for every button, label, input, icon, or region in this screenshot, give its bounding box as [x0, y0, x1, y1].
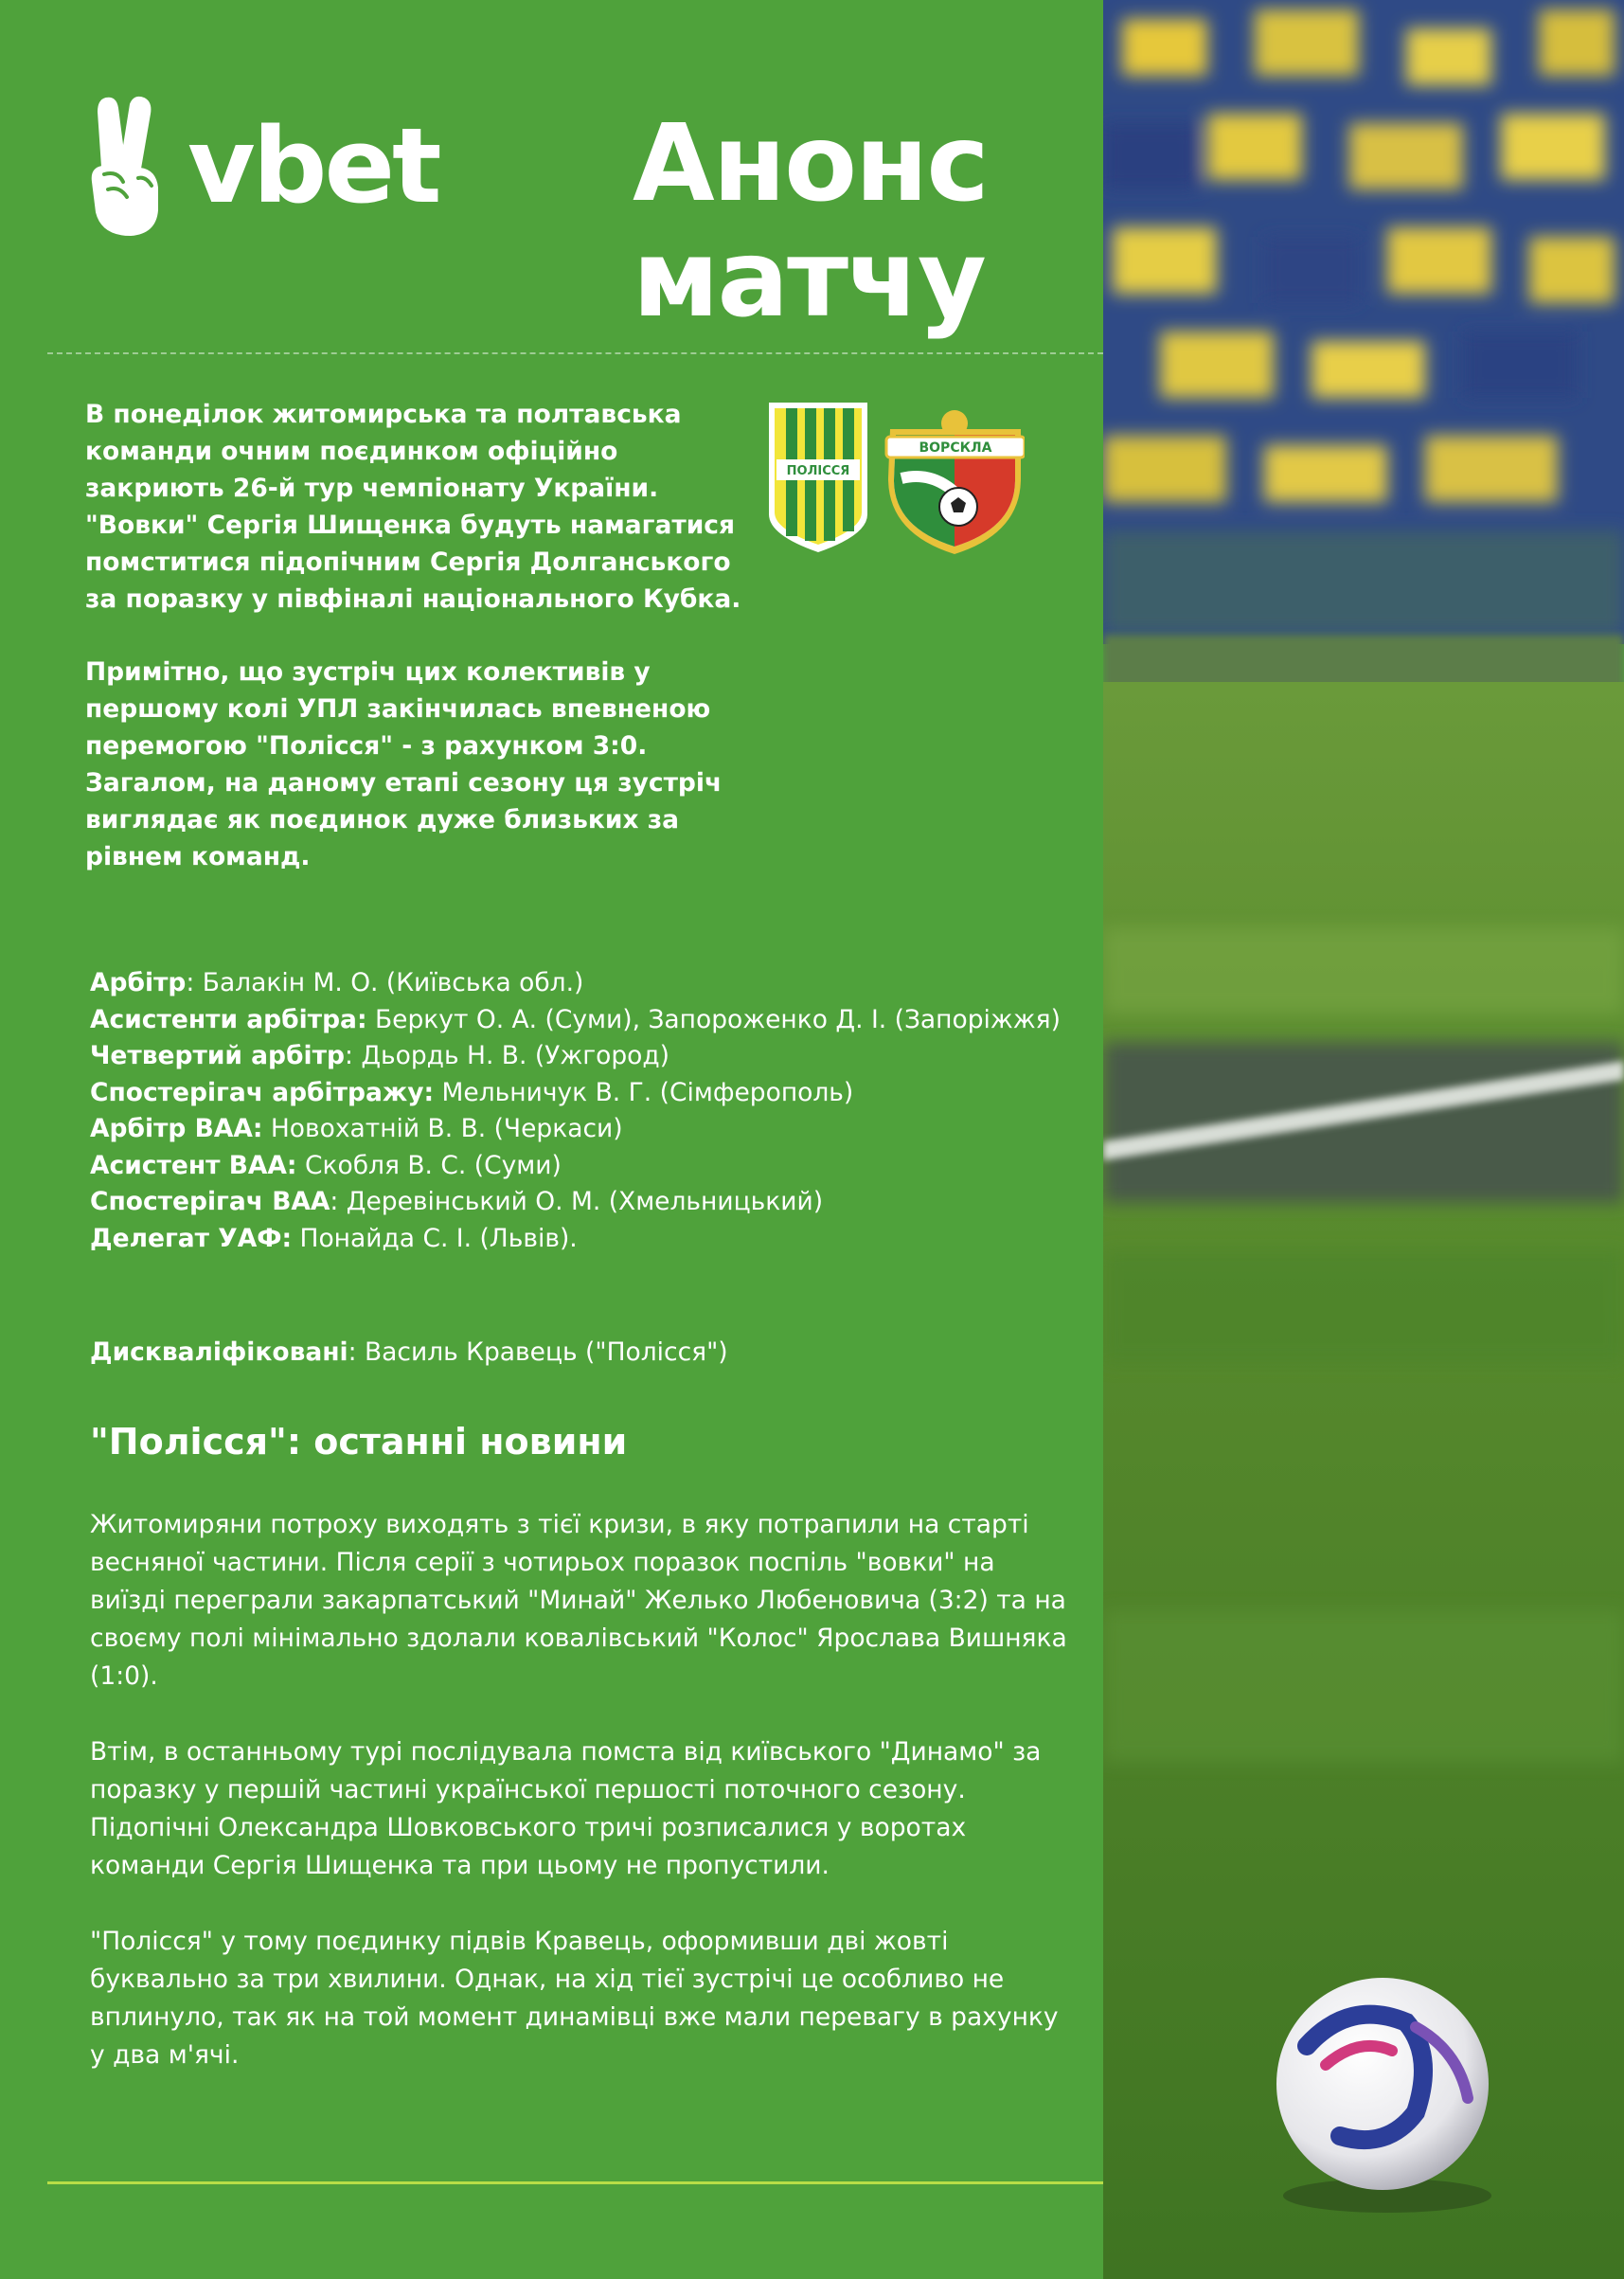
team-badges [769, 403, 1025, 554]
svg-text:ВОРСКЛА: ВОРСКЛА [919, 440, 992, 456]
official-row: Арбітр: Балакін М. О. (Київська обл.) [90, 968, 584, 997]
title-line-1: Анонс [633, 102, 988, 225]
svg-text:ПОЛІССЯ: ПОЛІССЯ [786, 464, 850, 478]
official-row: Четвертий арбітр: Дьордь Н. В. (Ужгород) [90, 1041, 670, 1070]
club-crests [769, 403, 1025, 554]
intro-paragraph-1: В понеділок житомирська та полтавська команди очним поєдинком офіційно закриють 26-й тур чемпіонату України. "Вовки" Сергія Шищенка будуть намагатися помститися підопічним Сергія Долганського за поразку у півфіналі національного Кубка. [85, 400, 741, 614]
vbet-logo [85, 95, 439, 237]
stadium-photo [1103, 0, 1624, 2279]
footer-divider [47, 2181, 1103, 2184]
news-paragraph: "Полісся" у тому поєдинку підвів Кравець, оформивши дві жовті буквально за три хвилини. Однак, на хід тієї зустрічі це особливо не вплинуло, так як на той момент динамівці вже мали перевагу в рахунку у два м'ячі. [90, 1927, 1059, 2070]
disqualified-line: Дискваліфіковані: Василь Кравець ("Полісся") [90, 1337, 728, 1367]
official-row: Спостерігач арбітражу: Мельничук В. Г. (Сімферополь) [90, 1077, 854, 1107]
polissya-crest-icon [769, 403, 867, 552]
official-row: Асистенти арбітра: Беркут О. А. (Суми), Запороженко Д. І. (Запоріжжя) [90, 1004, 1061, 1034]
news-text [90, 1506, 1075, 2112]
vorskla-crest-icon [886, 410, 1025, 554]
victory-hand-icon [85, 95, 170, 237]
brand-name: vbet [187, 105, 439, 226]
news-paragraph: Втім, в останньому турі послідувала помста від київського "Динамо" за поразку у першій частині української першості поточного сезону. Підопічні Олександра Шовковського тричі розписалися у воротах команди Сергія Шищенка та при цьому не пропустили. [90, 1737, 1042, 1880]
title-line-2: матчу [633, 218, 985, 341]
official-row: Делегат УАФ: Понайда С. І. (Львів). [90, 1223, 578, 1253]
news-heading: "Полісся": останні новини [90, 1421, 628, 1463]
news-paragraph: Житомиряни потроху виходять з тієї кризи, в яку потрапили на старті весняної частини. Після серії з чотирьох поразок поспіль "вовки" на виїзді переграли закарпатський "Минай" Желько Любеновича (3:2) та на своєму полі мінімально здолали ковалівський "Колос" Ярослава Вишняка (1:0). [90, 1510, 1067, 1691]
disqualified-value: Василь Кравець ("Полісся") [364, 1337, 728, 1367]
header-divider [47, 352, 1103, 354]
stadium-photo-illustration [1103, 0, 1624, 2279]
official-row: Арбітр ВАА: Новохатній В. В. (Черкаси) [90, 1114, 623, 1143]
page-title [633, 102, 988, 341]
official-row: Спостерігач ВАА: Деревінський О. М. (Хмельницький) [90, 1187, 824, 1216]
intro-text [85, 396, 748, 911]
match-officials [90, 965, 1075, 1257]
disqualified-label: Дискваліфіковані [90, 1337, 348, 1367]
intro-paragraph-2: Примітно, що зустріч цих колективів у першому колі УПЛ закінчилась впевненою перемогою "Полісся" - з рахунком 3:0. Загалом, на даному етапі сезону ця зустріч виглядає як поєдинок дуже близьких за рівнем команд. [85, 657, 723, 871]
official-row: Асистент ВАА: Скобля В. С. (Суми) [90, 1150, 562, 1180]
